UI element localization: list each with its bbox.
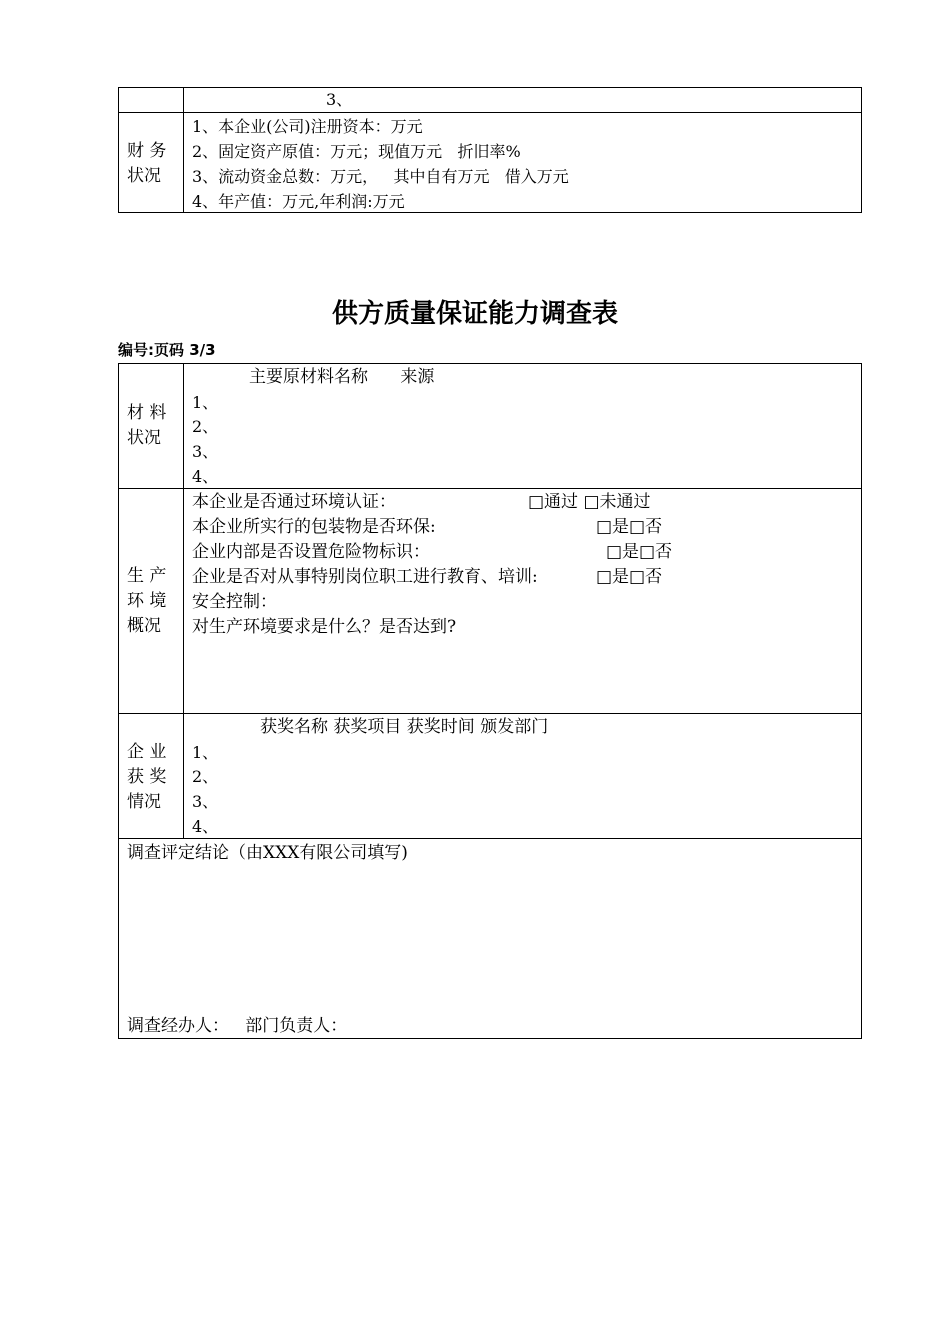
finance-line-2: 2、固定资产原值：万元；现值万元 折旧率%	[192, 142, 521, 161]
top-row-item-3: 3、	[326, 90, 353, 109]
materials-label-line2: 状况	[127, 428, 161, 448]
code-page-line: 编号:页码 3/3	[118, 341, 216, 359]
materials-item-1: 1、	[192, 393, 219, 412]
awards-label-line3: 情况	[127, 792, 161, 812]
finance-line-3: 3、流动资金总数：万元， 其中自有万元 借入万元	[192, 167, 569, 186]
environment-label-line3: 概况	[127, 616, 161, 636]
materials-header: 主要原材料名称 来源	[249, 367, 435, 387]
environment-q5: 安全控制：	[192, 592, 277, 612]
awards-label-line1: 企 业	[127, 742, 167, 762]
environment-label-line2: 环 境	[127, 591, 167, 611]
environment-q1: 本企业是否通过环境认证：	[192, 492, 396, 512]
environment-q4: 企业是否对从事特别岗位职工进行教育、培训:	[192, 567, 538, 587]
conclusion-title: 调查评定结论（由XXX有限公司填写)	[127, 843, 408, 863]
finance-line-4: 4、年产值：万元,年利润:万元	[192, 192, 405, 211]
materials-item-2: 2、	[192, 417, 219, 436]
awards-label-line2: 获 奖	[127, 767, 167, 787]
awards-item-3: 3、	[192, 792, 219, 811]
finance-label-line1: 财 务	[127, 141, 167, 161]
environment-label-line1: 生 产	[127, 566, 167, 586]
environment-q4-options: □是□否	[596, 567, 663, 587]
awards-item-1: 1、	[192, 743, 219, 762]
environment-q3-options: □是□否	[606, 542, 673, 562]
conclusion-signers: 调查经办人： 部门负责人：	[127, 1016, 348, 1036]
environment-q1-options: □通过 □未通过	[528, 492, 651, 512]
environment-q2: 本企业所实行的包装物是否环保:	[192, 517, 436, 537]
finance-line-1: 1、本企业(公司)注册资本：万元	[192, 117, 423, 136]
awards-item-2: 2、	[192, 767, 219, 786]
awards-item-4: 4、	[192, 817, 219, 836]
materials-item-4: 4、	[192, 467, 219, 486]
awards-header: 获奖名称 获奖项目 获奖时间 颁发部门	[260, 717, 549, 737]
finance-label-line2: 状况	[127, 166, 161, 186]
page-title: 供方质量保证能力调查表	[331, 299, 618, 329]
environment-q3: 企业内部是否设置危险物标识：	[192, 542, 430, 562]
environment-q6: 对生产环境要求是什么？是否达到?	[192, 617, 457, 637]
materials-item-3: 3、	[192, 442, 219, 461]
environment-q2-options: □是□否	[596, 517, 663, 537]
materials-label-line1: 材 料	[127, 403, 167, 423]
